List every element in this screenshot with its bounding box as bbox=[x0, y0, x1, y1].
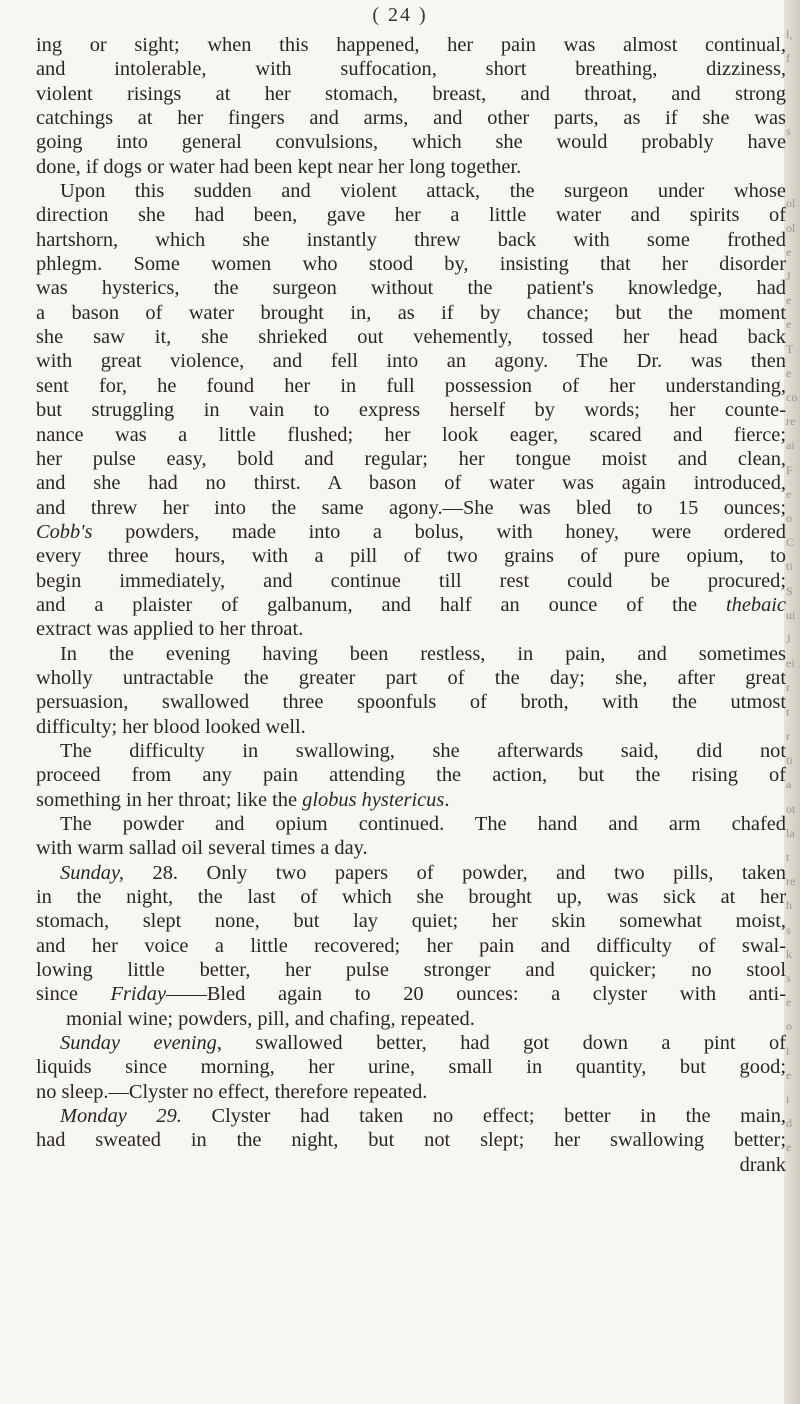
text-line: persuasion, swallowed three spoonfuls of broth, with the utmost bbox=[36, 691, 786, 714]
bleed-fragment: i bbox=[786, 1043, 790, 1058]
bleed-fragment: e bbox=[786, 1067, 792, 1082]
text-line: liquids since morning, her urine, small in quantity, but good; bbox=[36, 1056, 786, 1079]
bleed-fragment: S bbox=[786, 583, 793, 598]
bleed-fragment: e bbox=[786, 486, 792, 501]
text-line: no sleep.—Clyster no effect, therefore repeated. bbox=[36, 1080, 428, 1103]
text-line: a bason of water brought in, as if by chance; but the moment bbox=[36, 301, 786, 324]
text-line: was hysterics, the surgeon without the patient's knowledge, had bbox=[36, 277, 786, 300]
bleed-fragment: e bbox=[786, 365, 792, 380]
text-line: begin immediately, and continue till rest could be procured; bbox=[36, 569, 786, 592]
text-line: done, if dogs or water had been kept near her long together. bbox=[36, 155, 522, 178]
bleed-fragment bbox=[786, 167, 798, 191]
text-line: catchings at her fingers and arms, and other parts, as if she was bbox=[36, 107, 786, 130]
bleed-fragment: re bbox=[786, 414, 796, 429]
text-line: but struggling in vain to express herself by words; her counte- bbox=[36, 399, 786, 422]
bleed-fragment: a bbox=[786, 777, 792, 792]
text-line: Upon this sudden and violent attack, the surgeon under whose bbox=[60, 180, 786, 203]
bleed-fragment: k bbox=[786, 946, 792, 961]
bleed-fragment: i bbox=[786, 1091, 790, 1106]
bleed-fragment: o bbox=[786, 1019, 792, 1034]
body-text bbox=[36, 33, 786, 1177]
text-line: In the evening having been restless, in pain, and sometimes bbox=[60, 642, 786, 665]
bleed-fragment: t bbox=[786, 704, 790, 719]
text-line: Cobb's powders, made into a bolus, with honey, were ordered bbox=[36, 520, 786, 543]
text-line: nance was a little flushed; her look eager, scared and fierce; bbox=[36, 423, 786, 446]
bleed-fragment: f bbox=[786, 51, 790, 66]
bleed-fragment: e bbox=[786, 293, 792, 308]
text-line: Sunday evening, swallowed better, had got down a pint of bbox=[60, 1032, 786, 1055]
text-line: difficulty; her blood looked well. bbox=[36, 715, 306, 738]
text-line: she saw it, she shrieked out vehemently, tossed her head back bbox=[36, 326, 786, 349]
text-line: and she had no thirst. A bason of water was again introduced, bbox=[36, 472, 786, 495]
text-line: and threw her into the same agony.—She was bled to 15 ounces; bbox=[36, 496, 786, 519]
bleed-fragment: e bbox=[786, 317, 792, 332]
text-line: stomach, slept none, but lay quiet; her skin somewhat moist, bbox=[36, 910, 786, 933]
bleed-fragment: o bbox=[786, 511, 792, 526]
bleed-fragment: r bbox=[786, 728, 790, 743]
text-line: every three hours, with a pill of two grains of pure opium, to bbox=[36, 545, 786, 568]
text-line: ing or sight; when this happened, her pain was almost continual, bbox=[36, 34, 786, 56]
text-line: and intolerable, with suffocation, short breathing, dizziness, bbox=[36, 58, 786, 81]
text-line: phlegm. Some women who stood by, insisting that her disorder bbox=[36, 253, 786, 276]
page-number: ( 24 ) bbox=[372, 4, 428, 26]
bleed-fragment: ot bbox=[786, 801, 796, 816]
bleed-fragment: s bbox=[786, 922, 791, 937]
text-line: since Friday——Bled again to 20 ounces: a clyster with anti- bbox=[36, 983, 786, 1006]
text-line: her pulse easy, bold and regular; her tongue moist and clean, bbox=[36, 447, 786, 470]
text-line: violent risings at her stomach, breast, and throat, and strong bbox=[36, 82, 786, 105]
text-line: and her voice a little recovered; her pain and difficulty of swal- bbox=[36, 934, 786, 957]
text-line: The difficulty in swallowing, she afterwards said, did not bbox=[60, 739, 786, 762]
bleed-fragment: re bbox=[786, 874, 796, 889]
bleed-fragment bbox=[786, 70, 798, 94]
text-line: sent for, he found her in full possession of her understanding, bbox=[36, 374, 786, 397]
bleed-fragment: ol bbox=[786, 196, 796, 211]
bleed-fragment: s bbox=[786, 970, 791, 985]
bleed-fragment: e bbox=[786, 995, 792, 1010]
text-line: proceed from any pain attending the action, but the rising of bbox=[36, 764, 786, 787]
bleed-fragment: J bbox=[786, 269, 791, 284]
bleed-fragment: r bbox=[786, 680, 790, 695]
text-line: wholly untractable the greater part of the day; she, after great bbox=[36, 666, 786, 689]
text-line: Sunday, 28. Only two papers of powder, and two pills, taken bbox=[60, 861, 786, 884]
bleed-fragment: ol bbox=[786, 220, 796, 235]
bleed-fragment: h bbox=[786, 898, 792, 913]
text-line: with great violence, and fell into an agony. The Dr. was then bbox=[36, 350, 786, 373]
bleed-fragment bbox=[786, 95, 798, 119]
text-line: going into general convulsions, which she would probably have bbox=[36, 131, 786, 154]
text-line: The powder and opium continued. The hand and arm chafed bbox=[60, 813, 786, 835]
bleed-fragment: ei bbox=[786, 656, 795, 671]
text-line: lowing little better, her pulse stronger and quicker; no stool bbox=[36, 959, 786, 982]
text-line: had sweated in the night, but not slept; her swallowing better; bbox=[36, 1129, 786, 1152]
text-line: direction she had been, gave her a little water and spirits of bbox=[36, 204, 786, 227]
bleed-fragment: ui bbox=[786, 607, 796, 622]
catchword: drank bbox=[739, 1153, 786, 1176]
bleed-fragment: T bbox=[786, 341, 794, 356]
bleed-fragment: e bbox=[786, 1140, 792, 1155]
bleed-fragment: F bbox=[786, 462, 793, 477]
bleed-fragment: ti bbox=[786, 559, 793, 574]
text-line: something in her throat; like the globus hystericus. bbox=[36, 788, 450, 811]
bleed-fragment: co bbox=[786, 390, 798, 405]
bleed-through-margin bbox=[786, 22, 798, 1160]
bleed-fragment: ti bbox=[786, 753, 793, 768]
bleed-fragment: ai bbox=[786, 438, 795, 453]
text-line: extract was applied to her throat. bbox=[36, 618, 304, 641]
bleed-fragment: s bbox=[786, 123, 791, 138]
bleed-fragment: d bbox=[786, 1116, 792, 1131]
text-line: in the night, the last of which she brought up, was sick at her bbox=[36, 886, 786, 909]
bleed-fragment: e bbox=[786, 244, 792, 259]
bleed-fragment: la bbox=[786, 825, 795, 840]
text-line: hartshorn, which she instantly threw back with some frothed bbox=[36, 228, 786, 251]
bleed-fragment: t bbox=[786, 849, 790, 864]
text-line: Monday 29. Clyster had taken no effect; better in the main, bbox=[60, 1105, 786, 1128]
bleed-fragment: C bbox=[786, 535, 795, 550]
bleed-fragment: J bbox=[786, 632, 791, 647]
bleed-fragment: l, bbox=[786, 27, 793, 41]
text-line: monial wine; powders, pill, and chafing, repeated. bbox=[66, 1007, 475, 1030]
text-line: with warm sallad oil several times a day. bbox=[36, 837, 368, 860]
text-line: and a plaister of galbanum, and half an ounce of the thebaic bbox=[36, 593, 786, 616]
bleed-fragment bbox=[786, 143, 798, 167]
